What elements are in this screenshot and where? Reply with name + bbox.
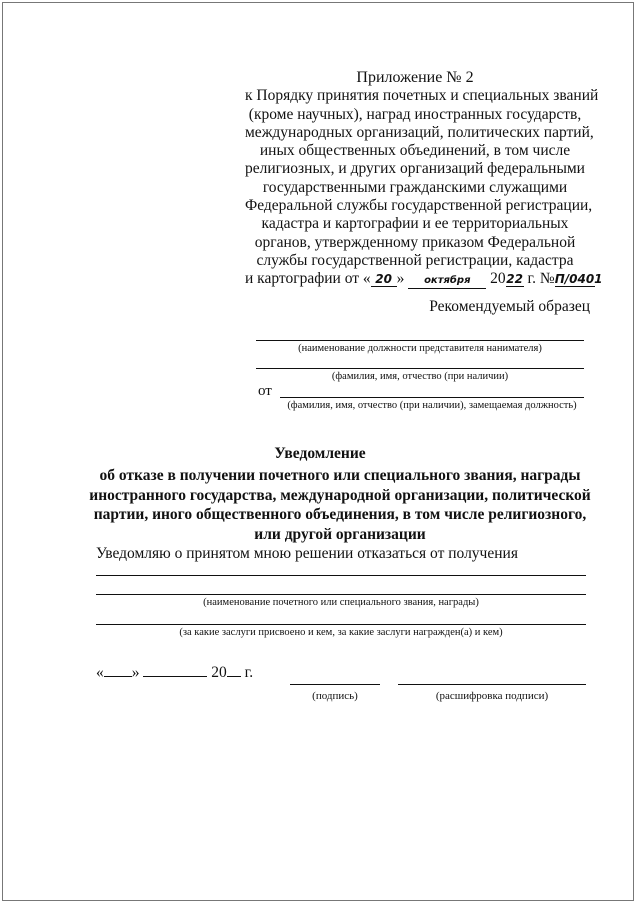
annex-line: службы государственной регистрации, кадастра (256, 251, 574, 269)
annex-year-suffix: 22 (506, 272, 523, 287)
date-quote-open: « (96, 664, 104, 681)
annex-date-mid: » (396, 270, 405, 288)
notice-subject (85, 466, 595, 544)
annex-line: к Порядку принятия почетных и специальных званий (245, 87, 599, 105)
from-line[interactable] (280, 397, 584, 398)
employer-name-line[interactable] (256, 368, 584, 369)
annex-header (245, 69, 603, 289)
merit-caption: (за какие заслуги присвоено и кем, за какие заслуги награжден(а) и кем) (179, 627, 503, 638)
annex-number: П/0401 (554, 272, 603, 287)
recommended-sample-label: Рекомендуемый образец (429, 298, 590, 315)
award-line-2[interactable] (96, 594, 586, 595)
date-month-blank[interactable] (143, 664, 207, 677)
annex-year-after: г. № (527, 270, 555, 288)
date-quote-close: » (131, 664, 140, 681)
annex-line: религиозных, и других организаций федеральными (245, 160, 585, 178)
employer-title-line[interactable] (256, 340, 584, 341)
from-caption: (фамилия, имя, отчество (при наличии), замещаемая должность) (287, 400, 577, 411)
notice-line: или другой организации (254, 525, 426, 543)
signature-decoding-line[interactable] (398, 684, 586, 685)
employer-title-caption: (наименование должности представителя нанимателя) (298, 343, 542, 354)
date-year-blank[interactable] (227, 664, 241, 677)
annex-line: органов, утвержденному приказом Федеральной (254, 233, 576, 251)
annex-date-line (245, 270, 603, 289)
employer-name-caption: (фамилия, имя, отчество (при наличии) (331, 371, 509, 382)
notice-line: об отказе в получении почетного или специального звания, награды (99, 467, 581, 484)
signature-caption: (подпись) (312, 690, 358, 702)
award-line-1[interactable] (96, 575, 586, 576)
date-year-prefix: 20 (211, 664, 227, 681)
award-caption: (наименование почетного или специального звания, награды) (203, 597, 479, 608)
date-year-suffix: г. (244, 664, 254, 681)
annex-line: иных общественных объединений, в том числе (259, 142, 571, 160)
annex-line: международных организаций, политических партий, (245, 123, 594, 141)
notice-line: иностранного государства, международной организации, политической (89, 486, 591, 504)
signature-decoding-caption: (расшифровка подписи) (435, 690, 549, 702)
annex-line: (кроме научных), наград иностранных государств, (248, 105, 582, 123)
signature-date (96, 664, 253, 682)
annex-line: Федеральной службы государственной регистрации, (245, 197, 593, 215)
intro-text: Уведомляю о принятом мною решении отказаться от получения (96, 545, 518, 562)
notice-line: партии, иного общественного объединения, в том числе религиозного, (93, 506, 587, 523)
annex-month: октября (408, 274, 486, 289)
signature-line[interactable] (290, 684, 380, 685)
annex-date-prefix: и картографии от « (245, 270, 371, 288)
from-label: от (258, 383, 272, 399)
date-day-blank[interactable] (104, 664, 132, 677)
annex-day: 20 (371, 272, 397, 287)
annex-title: Приложение № 2 (356, 69, 474, 86)
annex-line: государственными гражданскими служащими (262, 178, 568, 196)
annex-year-prefix: 20 (490, 270, 506, 288)
notice-title: Уведомление (274, 445, 366, 462)
merit-line[interactable] (96, 624, 586, 625)
annex-line: кадастра и картографии и ее территориальных (261, 215, 569, 233)
